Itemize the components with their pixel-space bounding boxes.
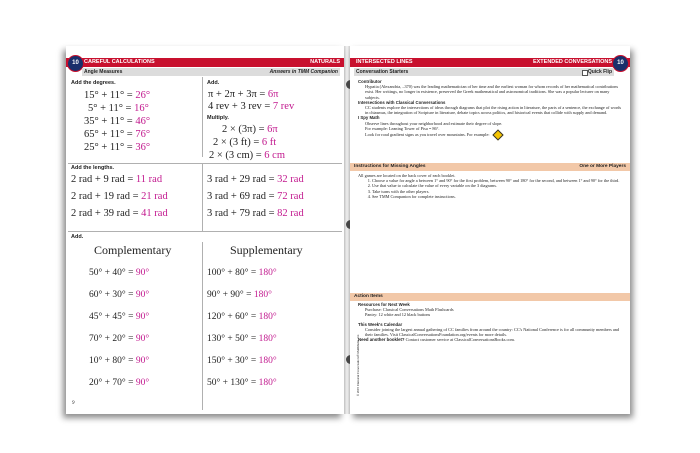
supplementary-title: Supplementary bbox=[230, 243, 303, 257]
right-lesson-badge: 10 bbox=[612, 55, 629, 72]
complementary-row: 45° + 45° = 90° bbox=[89, 312, 150, 322]
intersections-title: Intersections with Classical Conversations bbox=[358, 99, 446, 105]
complementary-row: 70° + 20° = 90° bbox=[89, 334, 150, 344]
instruction-item: 3. Take turns with the other players. bbox=[372, 189, 622, 194]
supplementary-row: 130° + 50° = 180° bbox=[207, 334, 277, 344]
need-booklet-line: Need another booklet? Contact customer service at ClassicalConversationsBooks.com. bbox=[358, 337, 515, 343]
instruction-item: 2. Use that value to calculate the value of every variable on the 3 diagrams. bbox=[372, 183, 622, 188]
intersections-text: CC students explore the intersections of ideas through diagrams that plot the rising action in literature, the parts of a sentence, the exchange of words in chiasmus, the integration of Scripture in literature, debate topics across politics, and historical events that collide with supply and demand. bbox=[365, 105, 622, 116]
add-label: Add. bbox=[207, 80, 220, 86]
right-header-section: EXTENDED CONVERSATIONS bbox=[532, 59, 612, 65]
quick-flip-label: Quick Flip bbox=[587, 69, 612, 75]
degree-row: 5° + 11° = 16° bbox=[88, 103, 149, 114]
length-row: 2 rad + 39 rad = 41 rad bbox=[71, 208, 168, 219]
degree-row: 65° + 11° = 76° bbox=[84, 129, 151, 140]
contributor-text: Hypatia (Alexandria, –370) was the leading mathematician of her time and the earliest woman for whom records of her mathematical contributions exist. Her writings, no longer in existence, preserved the Greek mathematical and astronomical traditions. She was a popular lecturer on many subjects. bbox=[365, 84, 619, 100]
add-degrees-label: Add the degrees. bbox=[71, 80, 116, 86]
page-number: 9 bbox=[72, 401, 75, 406]
multiply-label: Multiply. bbox=[207, 115, 229, 121]
copyright-text: © 2015 Classical Conversations® MultiMedia, Inc. bbox=[356, 333, 360, 396]
instructions-bar bbox=[350, 163, 630, 171]
multiply-row: 2 × (3 ft) = 6 ft bbox=[213, 137, 277, 148]
right-page bbox=[350, 46, 630, 414]
degree-row: 25° + 11° = 36° bbox=[84, 142, 151, 153]
supplementary-row: 50° + 130° = 180° bbox=[207, 378, 277, 388]
complementary-title: Complementary bbox=[94, 243, 172, 257]
i-spy-line: For example: Leaning Tower of Pisa = 86°. bbox=[365, 125, 440, 131]
section-divider bbox=[68, 163, 342, 164]
left-header-bar bbox=[66, 58, 344, 67]
section-divider bbox=[68, 231, 342, 232]
action-items-bar bbox=[350, 293, 630, 301]
complementary-row: 60° + 30° = 90° bbox=[89, 290, 150, 300]
supplementary-row: 100° + 80° = 180° bbox=[207, 268, 277, 278]
add-angles-label: Add. bbox=[71, 234, 84, 240]
resources-line: Pantry: 12 white and 12 black buttons bbox=[365, 312, 431, 318]
instructions-list bbox=[358, 178, 622, 199]
instruction-item: 4. See TMM Companion for complete instructions. bbox=[372, 194, 622, 199]
supplementary-row: 120° + 60° = 180° bbox=[207, 312, 277, 322]
multiply-row: 2 × (3 cm) = 6 cm bbox=[209, 150, 285, 161]
length-row: 3 rad + 79 rad = 82 rad bbox=[207, 208, 304, 219]
length-row: 2 rad + 9 rad = 11 rad bbox=[71, 174, 163, 185]
add-row: π + 2π + 3π = 6π bbox=[208, 89, 279, 100]
i-spy-line: Look for road gradient signs as you travel over mountains. For example: bbox=[358, 131, 622, 139]
left-header-section: NATURALS bbox=[310, 59, 340, 65]
instructions-players: One or More Players bbox=[579, 164, 626, 169]
calendar-title: This Week's Calendar bbox=[358, 321, 403, 327]
calendar-text: Consider joining the largest annual gathering of CC families from around the country: CC's National Conference is for all community members and their families. Visit ClassicalConversationsFoundation.org/events for more details. bbox=[365, 326, 620, 338]
instructions-intro: All games are located on the back cover of each booklet. bbox=[358, 173, 456, 178]
i-spy-title: I Spy Math bbox=[358, 115, 380, 121]
left-header-title: CAREFUL CALCULATIONS bbox=[84, 59, 155, 65]
complementary-row: 50° + 40° = 90° bbox=[89, 268, 150, 278]
degree-row: 35° + 11° = 46° bbox=[84, 116, 151, 127]
contributor-title: Contributor bbox=[358, 79, 382, 84]
add-lengths-label: Add the lengths. bbox=[71, 165, 115, 171]
right-subheader bbox=[354, 68, 614, 76]
resources-title: Resources for Next Week bbox=[358, 302, 410, 307]
left-page bbox=[66, 46, 344, 414]
contributor-section bbox=[358, 79, 622, 139]
answers-note: Answers in TMM Companion bbox=[269, 69, 338, 75]
action-items-section bbox=[358, 302, 622, 342]
resources-line: Purchase: Classical Conversations Math Flashcards bbox=[365, 307, 454, 313]
instruction-item: 1. Choose a value for angle a between 1° and 90° for the first problem, between 90° and 180° for the second, and between 1° and 90° for the third. bbox=[372, 178, 622, 183]
right-header-title: INTERSECTED LINES bbox=[356, 59, 413, 65]
road-sign-icon bbox=[492, 129, 503, 140]
conversation-starters-title: Conversation Starters bbox=[356, 69, 409, 75]
add-row: 4 rev + 3 rev = 7 rev bbox=[208, 101, 295, 112]
i-spy-line: Observe lines throughout your neighborhood and estimate their degree of slope. bbox=[365, 120, 503, 126]
length-row: 2 rad + 19 rad = 21 rad bbox=[71, 191, 168, 202]
complementary-row: 10° + 80° = 90° bbox=[89, 356, 150, 366]
instructions-section bbox=[358, 173, 622, 199]
length-row: 3 rad + 69 rad = 72 rad bbox=[207, 191, 304, 202]
right-header-bar bbox=[350, 58, 630, 67]
column-divider bbox=[202, 77, 203, 157]
left-subheader bbox=[82, 68, 340, 76]
instructions-title: Instructions for Missing Angles bbox=[354, 164, 426, 169]
complementary-row: 20° + 70° = 90° bbox=[89, 378, 150, 388]
angle-measures-title: Angle Measures bbox=[84, 69, 123, 75]
supplementary-row: 150° + 30° = 180° bbox=[207, 356, 277, 366]
length-row: 3 rad + 29 rad = 32 rad bbox=[207, 174, 304, 185]
multiply-row: 2 × (3π) = 6π bbox=[222, 124, 278, 135]
column-divider bbox=[202, 242, 203, 410]
action-items-title: Action Items bbox=[354, 294, 383, 299]
degree-row: 15° + 11° = 26° bbox=[84, 90, 151, 101]
supplementary-row: 90° + 90° = 180° bbox=[207, 290, 272, 300]
column-divider bbox=[202, 164, 203, 232]
left-lesson-badge: 10 bbox=[67, 55, 84, 72]
